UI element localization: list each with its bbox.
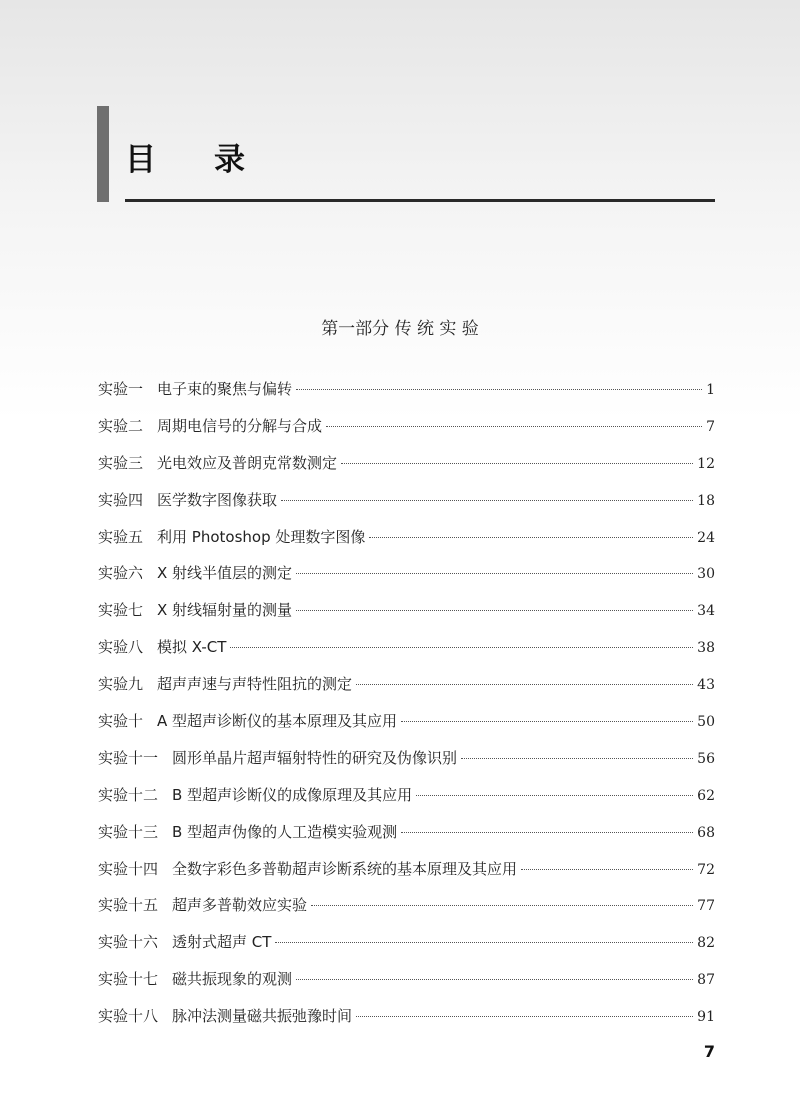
toc-entry[interactable] <box>98 924 715 961</box>
toc-entry-page: 62 <box>697 787 715 804</box>
toc-entry-page: 77 <box>697 898 715 915</box>
toc-entry-label: 实验八 <box>98 638 144 657</box>
toc-entry-title: 超声声速与声特性阻抗的测定 <box>157 675 353 694</box>
dot-leader <box>296 573 693 574</box>
dot-leader <box>401 721 693 722</box>
toc-entry-title: A 型超声诊断仪的基本原理及其应用 <box>157 712 398 731</box>
toc-entry[interactable] <box>98 998 715 1035</box>
toc-entry-label: 实验三 <box>98 453 144 472</box>
toc-entry-title: B 型超声伪像的人工造模实验观测 <box>172 822 398 841</box>
toc-entry-label: 实验十 <box>98 712 144 731</box>
toc-entry-title: 超声多普勒效应实验 <box>172 896 308 915</box>
toc-entry-label: 实验十三 <box>98 822 159 841</box>
toc-entry[interactable] <box>98 961 715 998</box>
toc-entry[interactable] <box>98 887 715 924</box>
toc-entry[interactable] <box>98 814 715 851</box>
dot-leader <box>326 426 702 427</box>
toc-entry-page: 24 <box>697 529 715 546</box>
dot-leader <box>461 758 693 759</box>
toc-entry[interactable] <box>98 371 715 408</box>
toc-entry-title: X 射线辐射量的测量 <box>157 601 293 620</box>
toc-entry-page: 30 <box>697 566 715 583</box>
toc-entry-title: 圆形单晶片超声辐射特性的研究及伪像识别 <box>172 748 458 767</box>
dot-leader <box>230 647 693 648</box>
toc-entry-label: 实验二 <box>98 416 144 435</box>
toc-entry-title: 透射式超声 CT <box>172 933 272 952</box>
toc-entry-title: 利用 Photoshop 处理数字图像 <box>157 527 366 546</box>
toc-entry[interactable] <box>98 629 715 666</box>
toc-entry[interactable] <box>98 666 715 703</box>
toc-entry-page: 1 <box>706 382 715 398</box>
toc-entry[interactable] <box>98 740 715 777</box>
page-number: 7 <box>703 1042 715 1061</box>
toc-entry-page: 87 <box>697 972 715 989</box>
dot-leader <box>416 795 693 796</box>
toc-entry-label: 实验十一 <box>98 748 159 767</box>
toc-entry-page: 72 <box>697 861 715 878</box>
toc-entry-label: 实验四 <box>98 490 144 509</box>
toc-entry[interactable] <box>98 592 715 629</box>
toc-entry-label: 实验十六 <box>98 933 159 952</box>
toc-entry-title: 光电效应及普朗克常数测定 <box>157 453 338 472</box>
toc-entry-title: 脉冲法测量磁共振弛豫时间 <box>172 1007 353 1026</box>
toc-entry-label: 实验一 <box>98 380 144 398</box>
toc-entry-label: 实验五 <box>98 527 144 546</box>
toc-entry[interactable] <box>98 408 715 445</box>
toc-entry-page: 38 <box>697 640 715 657</box>
toc-entry[interactable] <box>98 555 715 592</box>
dot-leader <box>296 389 702 390</box>
dot-leader <box>356 684 693 685</box>
toc-entry-title: B 型超声诊断仪的成像原理及其应用 <box>172 785 413 804</box>
toc-entry-page: 18 <box>697 492 715 509</box>
toc-entry[interactable] <box>98 851 715 888</box>
dot-leader <box>369 537 693 538</box>
toc-entry-label: 实验十四 <box>98 859 159 878</box>
page-title: 目录 <box>125 142 303 178</box>
dot-leader <box>275 942 693 943</box>
dot-leader <box>281 500 693 501</box>
toc-entry-title: X 射线半值层的测定 <box>157 564 293 583</box>
toc-entry-title: 电子束的聚焦与偏转 <box>157 380 293 398</box>
toc-entry-label: 实验七 <box>98 601 144 620</box>
toc-entry[interactable] <box>98 777 715 814</box>
dot-leader <box>521 869 693 870</box>
toc-entry-page: 43 <box>697 677 715 694</box>
toc-entry-label: 实验十八 <box>98 1007 159 1026</box>
toc-entry-page: 82 <box>697 935 715 952</box>
toc-entry-title: 全数字彩色多普勒超声诊断系统的基本原理及其应用 <box>172 859 518 878</box>
toc-entry[interactable] <box>98 703 715 740</box>
toc-entry-page: 68 <box>697 824 715 841</box>
dot-leader <box>356 1016 693 1017</box>
table-of-contents <box>98 371 715 1035</box>
toc-entry-page: 50 <box>697 714 715 731</box>
dot-leader <box>296 610 693 611</box>
toc-entry-label: 实验六 <box>98 564 144 583</box>
toc-entry-title: 模拟 X-CT <box>157 638 227 657</box>
toc-entry-label: 实验十二 <box>98 785 159 804</box>
toc-entry[interactable] <box>98 519 715 556</box>
toc-entry-page: 91 <box>697 1009 715 1026</box>
toc-entry-label: 实验十七 <box>98 970 159 989</box>
dot-leader <box>341 463 693 464</box>
toc-entry-title: 周期电信号的分解与合成 <box>157 416 323 435</box>
toc-entry-page: 12 <box>697 455 715 472</box>
header-divider <box>125 199 715 202</box>
section-title: 第一部分 传 统 实 验 <box>321 319 479 339</box>
dot-leader <box>311 905 693 906</box>
toc-entry-page: 7 <box>706 418 715 435</box>
toc-entry-label: 实验九 <box>98 675 144 694</box>
toc-entry[interactable] <box>98 482 715 519</box>
dot-leader <box>296 979 693 980</box>
toc-entry-label: 实验十五 <box>98 896 159 915</box>
header-accent-bar <box>97 106 109 202</box>
toc-entry-title: 医学数字图像获取 <box>157 490 278 509</box>
dot-leader <box>401 832 693 833</box>
toc-entry-title: 磁共振现象的观测 <box>172 970 293 989</box>
toc-entry-page: 56 <box>697 750 715 767</box>
toc-entry[interactable] <box>98 445 715 482</box>
toc-entry-page: 34 <box>697 603 715 620</box>
